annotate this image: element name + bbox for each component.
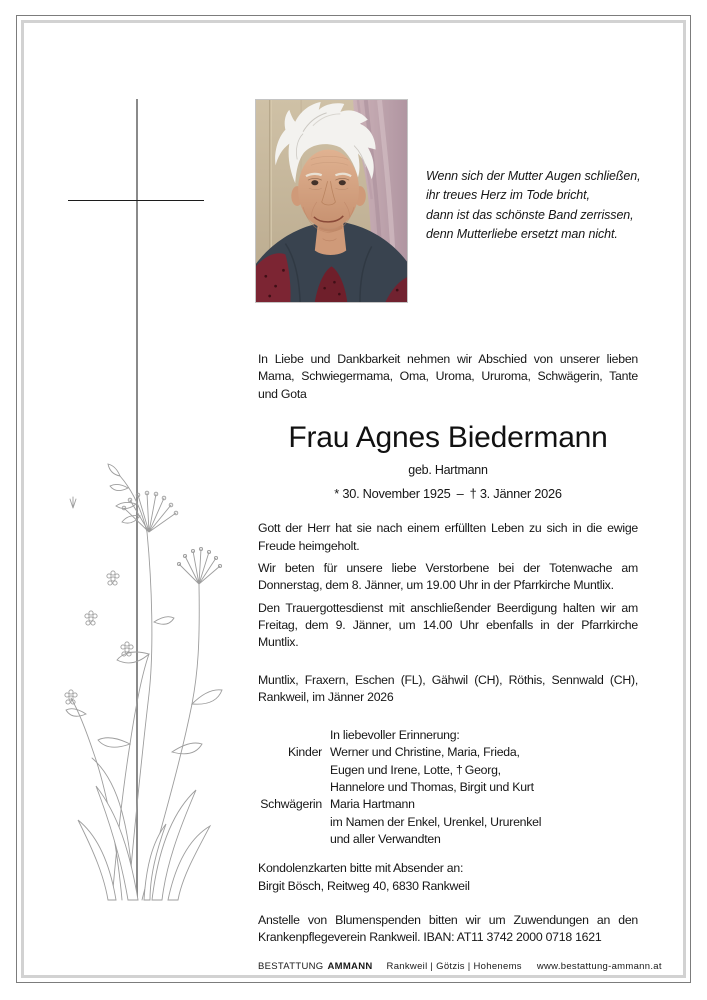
announcement-body <box>258 351 638 946</box>
birth-death-dates: * 30. November 1925 – † 3. Jänner 2026 <box>334 486 562 502</box>
wake-announcement: Wir beten für unsere liebe Verstorbene bei der Totenwache am Donnerstag, dem 8. Jänner, um 19.00 Uhr in der Pfarrkirche Muntlix. <box>258 561 638 593</box>
mourners-names: Eugen und Irene, Lotte, † Georg, <box>330 762 501 777</box>
poem-line: Wenn sich der Mutter Augen schließen, <box>426 169 641 183</box>
deceased-name: Frau Agnes Biedermann <box>288 420 608 454</box>
mourners-row <box>258 814 638 831</box>
mourners-row <box>258 762 638 779</box>
mourners-row <box>258 744 638 761</box>
mourners-role-label <box>258 831 322 848</box>
farewell-intro: In Liebe und Dankbarkeit nehmen wir Abschied von unserer lieben Mama, Schwiegermama, Oma, Uroma, Ururoma, Schwägerin, Tante und Gota <box>258 352 638 401</box>
funeral-home-website: www.bestattung-ammann.at <box>536 961 662 972</box>
wildflowers-drawing <box>50 452 225 904</box>
mourners-names: Hannelore und Thomas, Birgit und Kurt <box>330 780 534 795</box>
condolence-line: Birgit Bösch, Reitweg 40, 6830 Rankweil <box>258 878 470 893</box>
mourners-names: und aller Verwandten <box>330 831 441 846</box>
poem-line: denn Mutterliebe ersetzt man nicht. <box>426 227 618 242</box>
donation-note: Anstelle von Blumenspenden bitten wir um Zuwendungen an den Krankenpflegeverein Rankweil. IBAN: AT11 3742 2000 0718 1621 <box>258 912 638 945</box>
poem-line: ihr treues Herz im Tode bricht, <box>426 188 590 203</box>
mourners-names: im Namen der Enkel, Urenkel, Ururenkel <box>330 814 542 829</box>
poem-line: dann ist das schönste Band zerrissen, <box>426 207 634 222</box>
funeral-home-footer <box>258 961 662 972</box>
condolence-address <box>258 860 638 895</box>
funeral-home-name: AMMANN <box>327 961 373 972</box>
funeral-home-name-prefix: BESTATTUNG <box>258 961 324 972</box>
mourners-names: Maria Hartmann <box>330 797 415 812</box>
mourners-row <box>258 796 638 813</box>
mourners-list <box>258 727 638 848</box>
maiden-name: geb. Hartmann <box>408 462 488 477</box>
places-date-line: Muntlix, Fraxern, Eschen (FL), Gähwil (CH), Röthis, Sennwald (CH), Rankweil, im Jänner 2026 <box>258 672 638 704</box>
mourners-role-label <box>258 814 322 831</box>
memorial-poem <box>426 167 640 245</box>
mourners-role-label <box>258 727 322 744</box>
mourners-row <box>258 779 638 796</box>
condolence-line: Kondolenzkarten bitte mit Absender an: <box>258 861 464 876</box>
wildflowers-illustration <box>50 452 225 904</box>
passing-text: Gott der Herr hat sie nach einem erfüllten Leben zu sich in die ewige Freude heimgeholt. <box>258 521 638 553</box>
mourners-names: Werner und Christine, Maria, Frieda, <box>330 745 520 760</box>
portrait-photo-image <box>256 100 407 302</box>
funeral-home-locations: Rankweil | Götzis | Hohenems <box>386 961 522 972</box>
portrait-photo <box>255 99 408 303</box>
mourners-row <box>258 727 638 744</box>
mourners-role-label <box>258 762 322 779</box>
memorial-cross-horizontal-line <box>68 200 204 201</box>
mourners-role-label: Schwägerin <box>260 797 322 812</box>
mourners-role-label: Kinder <box>287 745 322 760</box>
funeral-announcement: Den Trauergottesdienst mit anschließender Beerdigung halten wir am Freitag, dem 9. Jänner, um 14.00 Uhr ebenfalls in der Pfarrkirche Muntlix. <box>258 600 638 650</box>
in-memory-heading: In liebevoller Erinnerung: <box>330 728 460 743</box>
mourners-role-label <box>258 779 322 796</box>
mourners-row <box>258 831 638 848</box>
